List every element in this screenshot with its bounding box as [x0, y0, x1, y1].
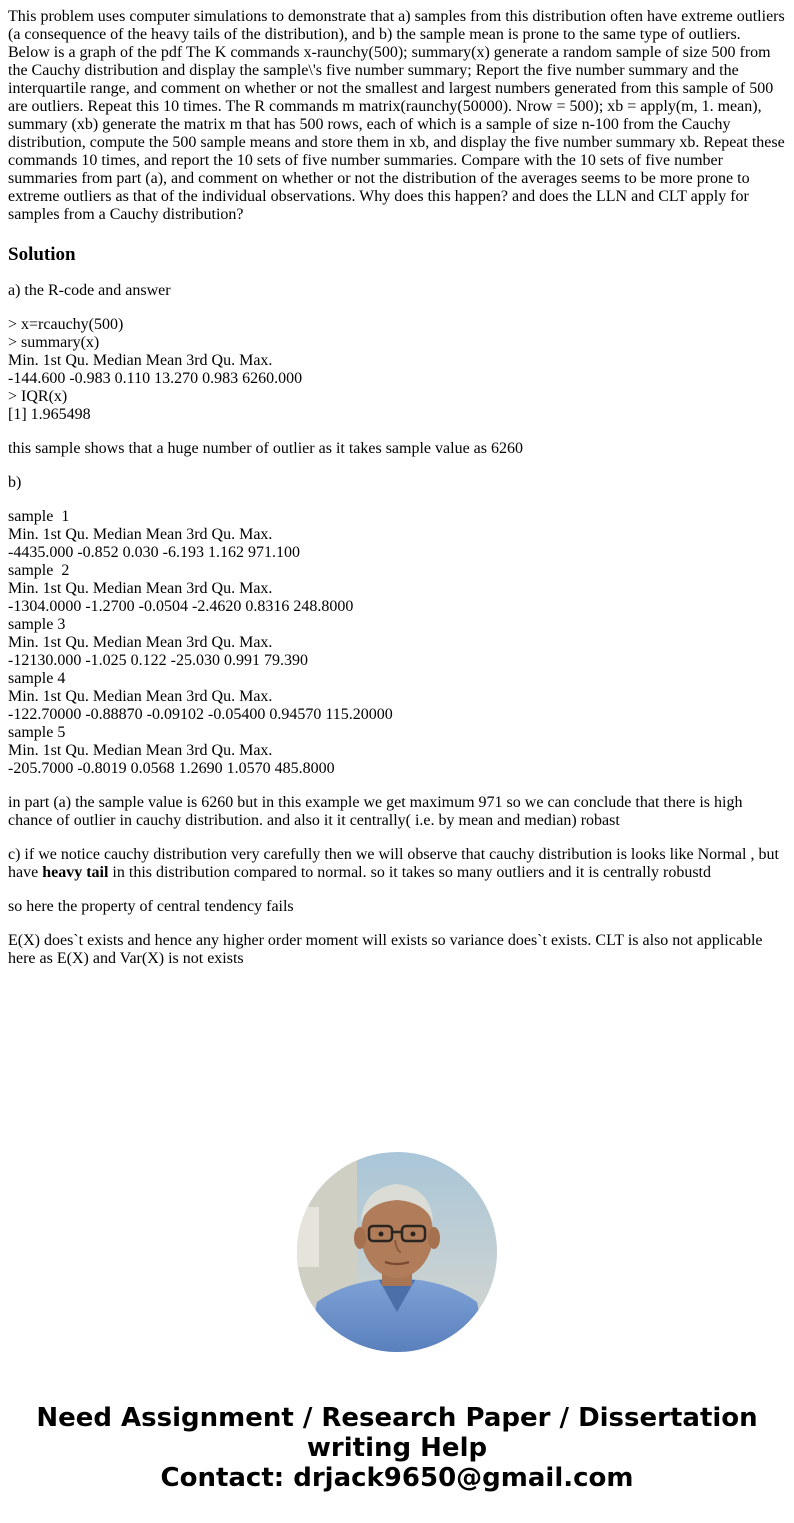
- sample-line: -12130.000 -1.025 0.122 -25.030 0.991 79.390: [8, 652, 308, 669]
- promo-contact: Contact: drjack9650@gmail.com: [160, 1463, 634, 1493]
- problem-statement: This problem uses computer simulations to demonstrate that a) samples from this distribution often have extreme outliers (a consequence of the heavy tails of the distribution), and b) the sample mean is prone to the same type of outliers. Below is a graph of the pdf The K commands x-raunchy(500); summary(x) generate a random sample of size 500 from the Cauchy distribution and display the sample\'s five number summary; Report the five number summary and the interquartile range, and comment on whether or not the smallest and largest numbers generated from this sample of 500 are outliers. Repeat this 10 times. The R commands m matrix(raunchy(50000). Nrow = 500); xb = apply(m, 1. mean), summary (xb) generate the matrix m that has 500 rows, each of which is a sample of size n-100 from the Cauchy distribution, compute the 500 sample means and store them in xb, and display the five number summary xb. Repeat these commands 10 times, and report the 10 sets of five number summaries. Compare with the 10 sets of five number summaries from part (a), and comment on whether or not the distribution of the averages seems to be more prone to extreme outliers as that of the individual observations. Why does this happen? and does the LLN and CLT apply for samples from a Cauchy distribution?: [8, 8, 785, 223]
- sample-line: sample 4: [8, 670, 66, 687]
- promo-line-2: writing Help: [306, 1433, 488, 1463]
- promo-line-1: Need Assignment / Research Paper / Dissertation: [36, 1403, 758, 1433]
- part-b-label: b): [8, 474, 22, 491]
- part-b-output: [8, 508, 786, 778]
- sample-line: -122.70000 -0.88870 -0.09102 -0.05400 0.94570 115.20000: [8, 706, 393, 723]
- part-c-paragraph: [8, 846, 786, 882]
- part-a-output: [8, 316, 786, 424]
- sample-line: sample 5: [8, 724, 66, 741]
- author-avatar: [297, 1152, 497, 1352]
- code-line: Min. 1st Qu. Median Mean 3rd Qu. Max.: [8, 352, 273, 369]
- code-line: > summary(x): [8, 334, 100, 351]
- part-a-comment: this sample shows that a huge number of outlier as it takes sample value as 6260: [8, 440, 523, 457]
- sample-line: sample 3: [8, 616, 66, 633]
- solution-heading: Solution: [8, 244, 76, 265]
- sample-line: Min. 1st Qu. Median Mean 3rd Qu. Max.: [8, 580, 273, 597]
- part-b-comment: in part (a) the sample value is 6260 but in this example we get maximum 971 so we can conclude that there is high chance of outlier in cauchy distribution. and also it it centrally( i.e. by mean and median) robast: [8, 794, 743, 829]
- code-line: -144.600 -0.983 0.110 13.270 0.983 6260.000: [8, 370, 303, 387]
- promo-footer: [0, 1403, 794, 1493]
- article: [8, 8, 786, 968]
- sample-line: sample 1: [8, 508, 70, 525]
- part-c-text-after: in this distribution compared to normal. so it takes so many outliers and it is centrally robustd: [108, 864, 711, 881]
- sample-line: Min. 1st Qu. Median Mean 3rd Qu. Max.: [8, 634, 273, 651]
- sample-line: -205.7000 -0.8019 0.0568 1.2690 1.0570 485.8000: [8, 760, 335, 777]
- code-line: [1] 1.965498: [8, 406, 91, 423]
- sample-line: Min. 1st Qu. Median Mean 3rd Qu. Max.: [8, 688, 273, 705]
- sample-line: -4435.000 -0.852 0.030 -6.193 1.162 971.100: [8, 544, 300, 561]
- sample-line: Min. 1st Qu. Median Mean 3rd Qu. Max.: [8, 526, 273, 543]
- sample-line: -1304.0000 -1.2700 -0.0504 -2.4620 0.8316 248.8000: [8, 598, 354, 615]
- sample-line: Min. 1st Qu. Median Mean 3rd Qu. Max.: [8, 742, 273, 759]
- sample-line: sample 2: [8, 562, 70, 579]
- part-a-intro: a) the R-code and answer: [8, 282, 171, 299]
- part-c-bold-term: heavy tail: [42, 864, 109, 881]
- code-line: > IQR(x): [8, 388, 68, 405]
- code-line: > x=rcauchy(500): [8, 316, 124, 333]
- moments-note: E(X) does`t exists and hence any higher order moment will exists so variance does`t exists. CLT is also not applicable here as E(X) and Var(X) is not exists: [8, 932, 763, 967]
- central-tendency-note: so here the property of central tendency fails: [8, 898, 294, 915]
- part-c-text-before: c) if we notice cauchy distribution very carefully then we will observe that cauchy distribution is looks like Normal , but have: [8, 846, 779, 881]
